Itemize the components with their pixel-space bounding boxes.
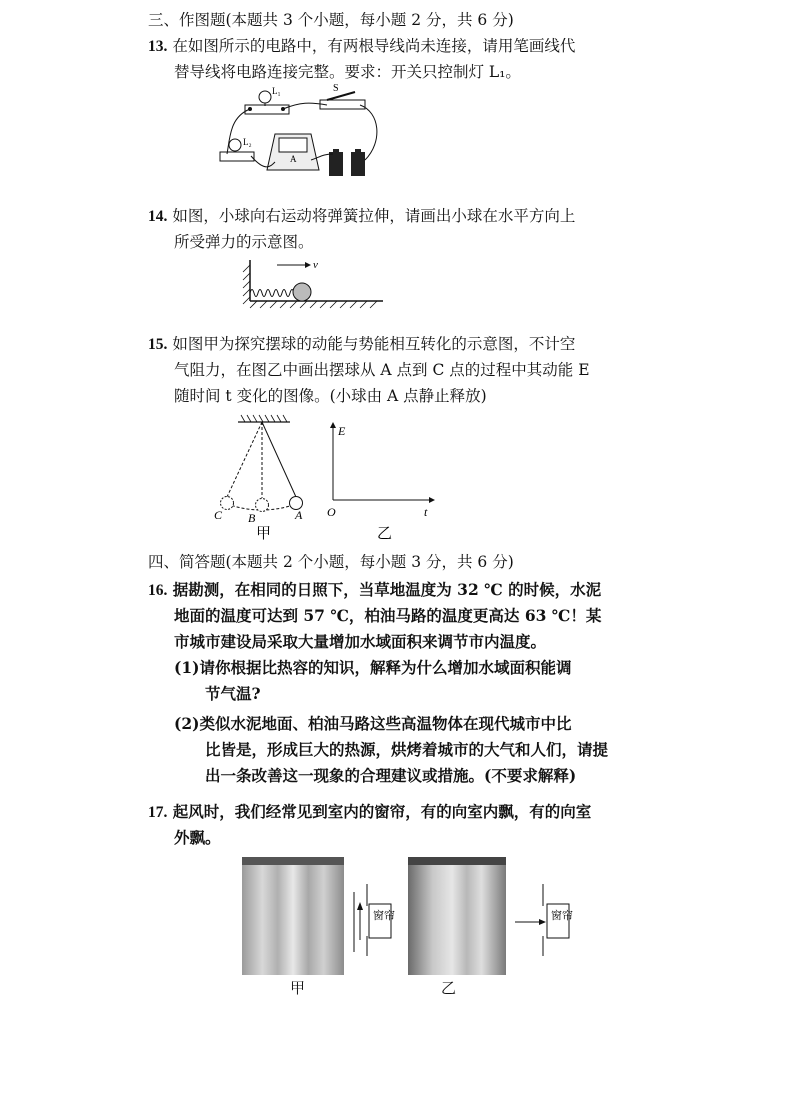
l2-bulb	[229, 139, 241, 151]
axis-label-e: E	[338, 424, 346, 438]
switch-label: S	[333, 83, 339, 94]
curtain-photo-jia	[242, 857, 344, 975]
axis-label-t: t	[424, 505, 428, 519]
question-15-line-1	[148, 334, 575, 355]
ball	[293, 283, 311, 301]
question-16-sub2-line-3: 出一条改善这一现象的合理建议或措施。(不要求解释)	[205, 766, 577, 785]
photo-caption-jia: 甲	[290, 979, 306, 997]
question-14-text-1: 如图，小球向右运动将弹簧拉伸，请画出小球在水平方向上	[172, 207, 576, 225]
switch-lever	[327, 92, 355, 100]
question-17-line-1	[148, 802, 591, 823]
l2-base	[220, 152, 254, 161]
ball-b	[256, 499, 269, 512]
label-a: A	[295, 508, 303, 522]
photo-caption-yi: 乙	[441, 979, 457, 997]
question-16-sub2-line-2: 比皆是，形成巨大的热源，烘烤着城市的大气和人们，请提	[205, 740, 609, 759]
question-14-line-1	[148, 206, 575, 227]
caption-jia: 甲	[256, 526, 272, 542]
l1-bulb	[259, 91, 271, 103]
question-15-number: 15.	[148, 336, 168, 353]
label-b: B	[248, 511, 256, 525]
question-13-number: 13.	[148, 38, 168, 55]
question-14-line-2: 所受弹力的示意图。	[174, 233, 314, 251]
axis-label-o: O	[327, 505, 336, 519]
question-16-number: 16.	[148, 582, 168, 599]
label-c: C	[214, 508, 223, 522]
string-c	[227, 422, 262, 497]
spring-diagram	[235, 255, 385, 310]
section-4-heading: 四、简答题(本题共 2 个小题，每小题 3 分，共 6 分)	[148, 553, 514, 571]
string-a	[262, 422, 296, 497]
question-16-sub2-line-1: (2)类似水泥地面、柏油马路这些高温物体在现代城市中比	[174, 714, 572, 733]
ammeter-label: A	[290, 154, 297, 164]
ball-c	[221, 497, 234, 510]
circuit-diagram	[215, 82, 390, 182]
l1-label: L₁	[272, 86, 281, 96]
question-15-text-1: 如图甲为探究摆球的动能与势能相互转化的示意图，不计空	[172, 335, 576, 353]
curtain-label-yi: 窗帘	[551, 910, 573, 922]
wire-switch-battery	[360, 105, 377, 160]
curtain-diagrams	[345, 880, 585, 960]
velocity-label: v	[313, 259, 318, 271]
curtain-label-jia: 窗帘	[373, 910, 395, 922]
question-13-line-2: 替导线将电路连接完整。要求：开关只控制灯 L₁。	[174, 63, 521, 81]
question-16-sub1-line-1: (1)请你根据比热容的知识，解释为什么增加水域面积能调	[174, 658, 572, 677]
question-16-line-1	[148, 580, 601, 601]
section-3-heading: 三、作图题(本题共 3 个小题，每小题 2 分，共 6 分)	[148, 11, 514, 29]
pendulum-figures	[205, 412, 445, 544]
question-13-line-1	[148, 36, 575, 57]
question-13-text-1: 在如图所示的电路中，有两根导线尚未连接，请用笔画线代	[172, 37, 576, 55]
question-16-text-1: 据勘测，在相同的日照下，当草地温度为 32 ℃ 的时候，水泥	[172, 580, 602, 599]
battery-2	[351, 152, 365, 176]
question-17-line-2: 外飘。	[174, 828, 221, 847]
l2-label: L₂	[243, 137, 252, 147]
battery-1	[329, 152, 343, 176]
question-15-line-3: 随时间 t 变化的图像。(小球由 A 点静止释放)	[174, 387, 487, 405]
question-17-number: 17.	[148, 804, 168, 821]
caption-yi: 乙	[377, 526, 393, 542]
question-16-line-3: 市城市建设局采取大量增加水域面积来调节市内温度。	[174, 632, 547, 651]
question-16-sub1-line-2: 节气温?	[205, 684, 261, 703]
question-16-line-2: 地面的温度可达到 57 ℃，柏油马路的温度更高达 63 ℃！某	[174, 606, 602, 625]
question-17-text-1: 起风时，我们经常见到室内的窗帘，有的向室内飘，有的向室	[172, 802, 592, 821]
question-14-number: 14.	[148, 208, 168, 225]
question-15-line-2: 气阻力，在图乙中画出摆球从 A 点到 C 点的过程中其动能 E	[174, 361, 590, 379]
